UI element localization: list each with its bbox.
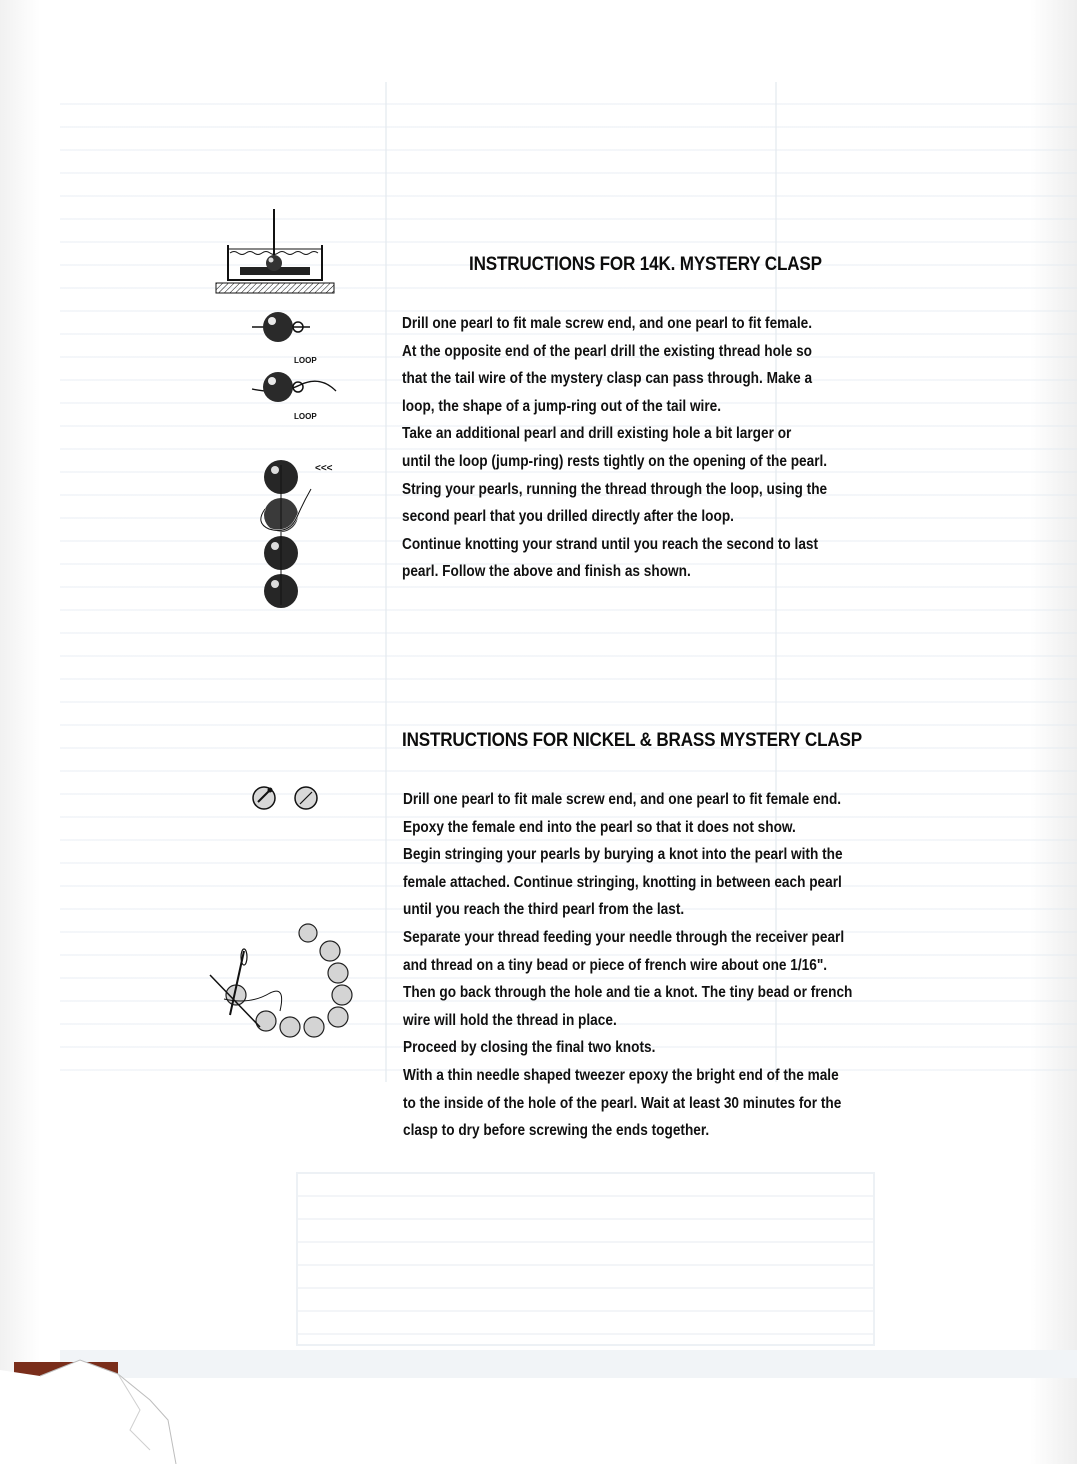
instruction-line: clasp to dry before screwing the ends together. [403,1122,710,1140]
section-heading-nickel-brass: INSTRUCTIONS FOR NICKEL & BRASS MYSTERY CLASP [402,730,862,751]
instruction-line: until the loop (jump-ring) rests tightly on the opening of the pearl. [402,452,828,470]
instruction-line: Drill one pearl to fit male screw end, and one pearl to fit female end. [403,791,842,808]
instructions-14k [402,310,885,586]
instruction-line: Continue knotting your strand until you reach the second to last [402,535,819,553]
instruction-line: wire will hold the thread in place. [403,1011,617,1029]
instruction-line: Proceed by closing the final two knots. [403,1039,656,1057]
instruction-line: String your pearls, running the thread through the loop, using the [402,480,828,498]
pearl-necklace-needle-illustration [200,915,370,1045]
instruction-line: Take an additional pearl and drill existing hole a bit larger or [402,425,792,443]
drill-setup-illustration [210,205,340,300]
instruction-line: to the inside of the hole of the pearl. Wait at least 30 minutes for the [403,1094,842,1112]
instruction-line: Then go back through the hole and tie a knot. The tiny bead or french [403,984,853,1002]
instruction-line: that the tail wire of the mystery clasp can pass through. Make a [402,370,813,388]
instruction-line: until you reach the third pearl from the last. [403,901,685,919]
pearl-loop-thread-illustration [250,365,340,425]
pearl-strand-vertical-illustration [245,455,355,615]
instruction-line: Begin stringing your pearls by burying a knot into the pearl with the [403,846,843,864]
instruction-line: and thread on a tiny bead or piece of french wire about one 1/16". [403,956,828,974]
torn-corner [0,1330,200,1464]
instruction-line: loop, the shape of a jump-ring out of the tail wire. [402,397,722,415]
instruction-line: At the opposite end of the pearl drill the existing thread hole so [402,342,813,360]
instruction-line: pearl. Follow the above and finish as shown. [402,563,691,581]
pearl-pair-illustration [240,778,330,818]
section-heading-14k: INSTRUCTIONS FOR 14K. MYSTERY CLASP [469,254,822,275]
instruction-line: Drill one pearl to fit male screw end, and one pearl to fit female. [402,315,813,332]
direction-arrows: <<< [315,463,333,474]
loop-label: LOOP [294,412,317,421]
instruction-line: second pearl that you drilled directly after the loop. [402,508,734,526]
bleed-through-band [60,1350,1077,1378]
bleed-through-small-table [296,1172,875,1346]
instruction-line: Separate your thread feeding your needle through the receiver pearl [403,928,845,946]
instruction-line: Epoxy the female end into the pearl so that it does not show. [403,818,796,836]
instruction-line: With a thin needle shaped tweezer epoxy the bright end of the male [403,1066,839,1084]
instruction-line: female attached. Continue stringing, knotting in between each pearl [403,873,842,891]
pearl-loop-illustration [250,305,330,365]
loop-label: LOOP [294,356,317,365]
bleed-through-divider [385,82,387,1082]
instructions-nickel-brass [403,786,914,1145]
